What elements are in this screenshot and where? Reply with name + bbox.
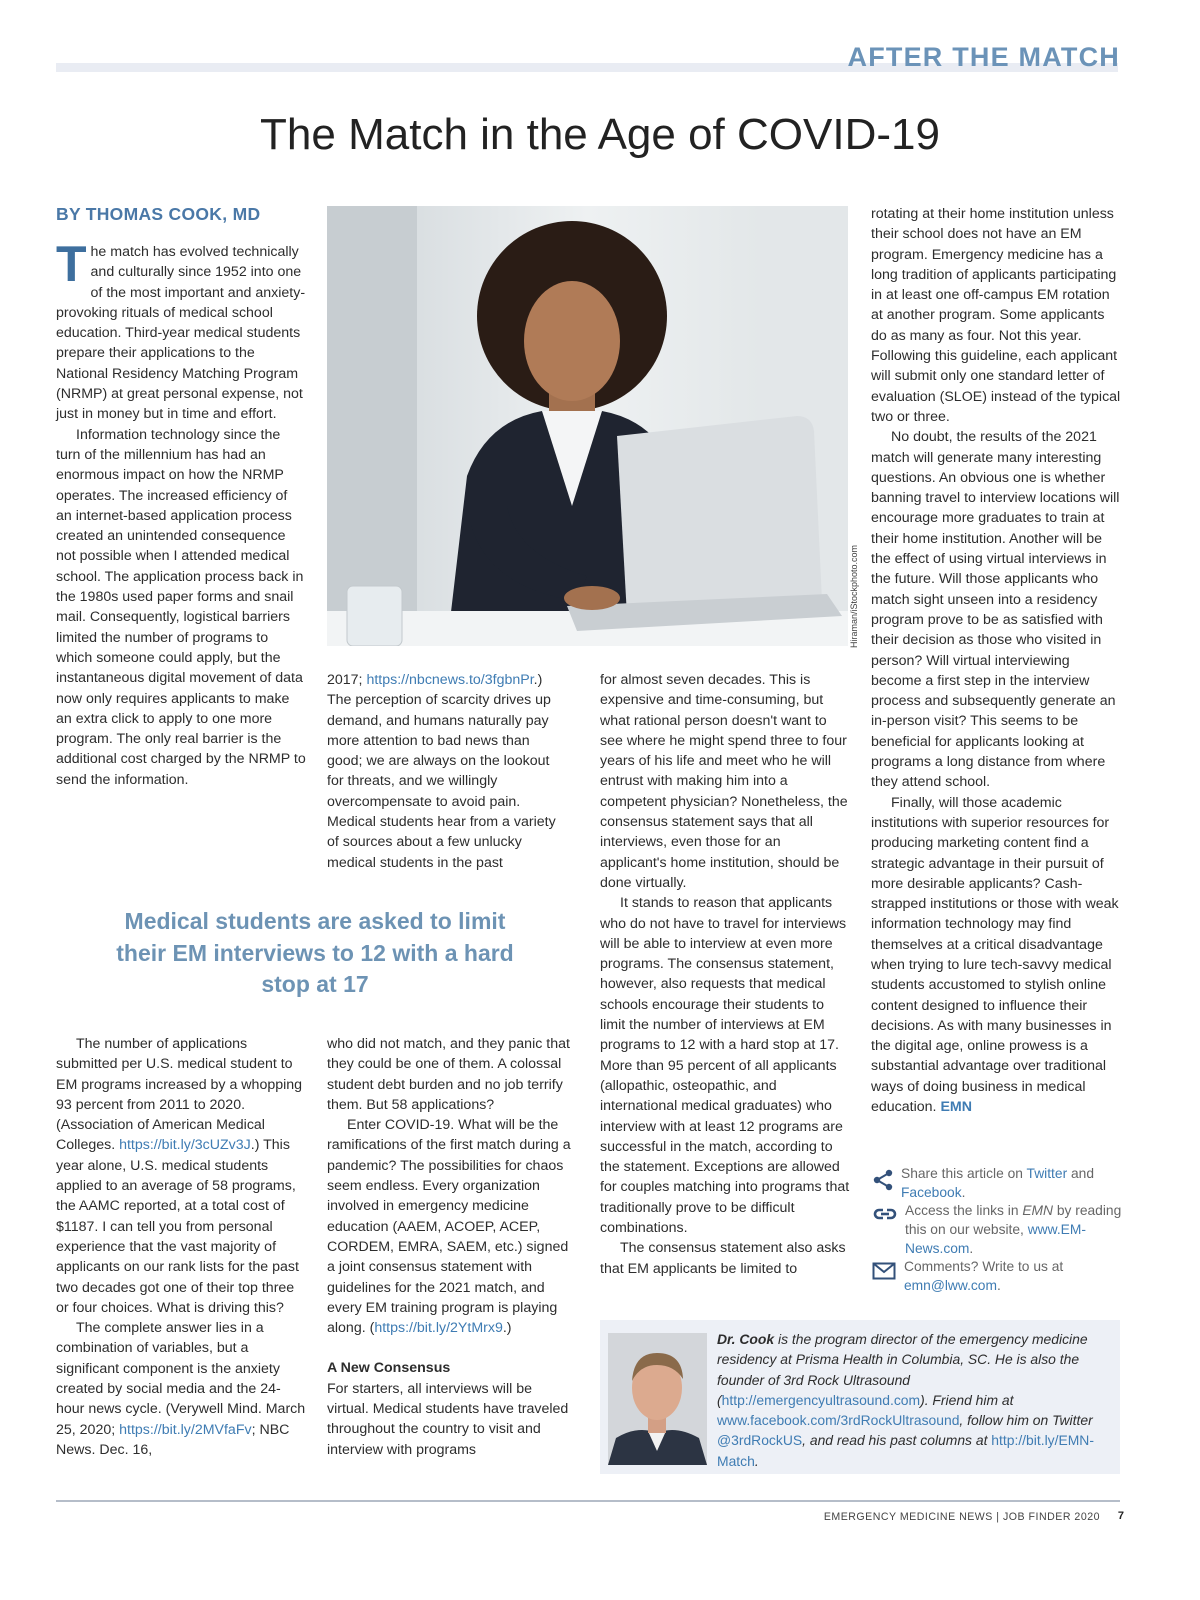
link-consensus[interactable]: https://bit.ly/2YtMrx9 xyxy=(374,1320,503,1337)
link-ultrasound[interactable]: http://emergencyultrasound.com xyxy=(721,1391,921,1408)
link-emn-match[interactable]: http://bit.ly/EMN-Match xyxy=(717,1432,1094,1469)
link-facebook-page[interactable]: www.facebook.com/3rdRockUltrasound xyxy=(717,1412,960,1429)
column-2-bottom: who did not match, and they panic that they could be one of them. A colossal student debt burden and no job terrify them. But 58 applications? Enter COVID-19. What will be the ramifications of the first match during a pandemic? The possibilities for chaos seem endless. Every organization involved in emergency medicine education (AAEM, ACOEP, ACEP, CORDEM, EMRA, SAEM, etc.) signed a joint consensus statement with guidelines for the 2021 match, and every EM training program is playing along. (https://bit.ly/2YtMrx9.) A New Consensus For starters, all interviews will be virtual. Medical students have traveled throughout the country to visit and interview with programs xyxy=(327,1034,577,1460)
article-title: The Match in the Age of COVID-19 xyxy=(260,110,940,159)
email-link[interactable]: emn@lww.com xyxy=(904,1278,997,1293)
paragraph: The consensus statement also asks that EM applicants be limited to xyxy=(600,1240,846,1277)
section-label: AFTER THE MATCH xyxy=(847,42,1120,72)
byline: BY THOMAS COOK, MD xyxy=(56,204,261,224)
facebook-link[interactable]: Facebook xyxy=(901,1185,962,1200)
paragraph: No doubt, the results of the 2021 match will generate many interesting questions. An obvious one is whether banning travel to interview locations will encourage more graduates to train at their home institution. Another will be the effect of using virtual interviews in the future. Will those applicants who match sight unseen into a residency program prove to be as satisfied with their decision as those who visited in person? Will virtual interviewing become a first step in the interview process and subsequently generate an in-person visit? This seems to be beneficial for applicants looking at programs a long distance from where they attend school. xyxy=(871,429,1120,791)
paragraph: rotating at their home institution unless their school does not have an EM program. Emergency medicine has a long tradition of applicants participating in at least one off-campus EM rotation at another program. Some applicants do as many as four. Not this year. Following this guideline, each applicant will submit only one standard letter of evaluation (SLOE) instead of the typical two or three. xyxy=(871,206,1121,425)
links-row: Access the links in EMN by reading this on our website, www.EM-News.com. xyxy=(872,1201,1122,1261)
column-4 xyxy=(871,204,1121,1117)
comments-row: Comments? Write to us at emn@lww.com. xyxy=(872,1257,1122,1297)
share-row: Share this article on Twitter and Facebook. xyxy=(872,1164,1122,1204)
paragraph: Finally, will those academic institutions with superior resources for producing marketing content find a strategic advantage in their pursuit of more desirable applicants? Cash-strapped institutions or those with weak information technology may find themselves at a critical disadvantage when trying to lure tech-savvy medical students accustomed to stylish online content designed to influence their decisions. As with many businesses in the digital age, online prowess is a substantial advantage over traditional ways of doing business in medical education. xyxy=(871,794,1119,1116)
page-number: 7 xyxy=(1117,1510,1124,1522)
column-3 xyxy=(600,670,850,1279)
photo-credit: Hiraman/iStockphoto.com xyxy=(849,544,859,648)
link-verywell[interactable]: https://bit.ly/2MVfaFv xyxy=(119,1421,252,1438)
mail-icon[interactable] xyxy=(872,1262,896,1280)
footer-rule xyxy=(56,1500,1120,1502)
column-1-top xyxy=(56,236,306,790)
twitter-link[interactable]: Twitter xyxy=(1026,1166,1068,1181)
share-icon[interactable] xyxy=(872,1169,894,1191)
paragraph: who did not match, and they panic that they could be one of them. A colossal student debt burden and no job terrify them. But 58 applications? xyxy=(327,1036,570,1113)
subhead-new-consensus: A New Consensus xyxy=(327,1360,451,1377)
link-chain-icon xyxy=(872,1205,898,1223)
link-nbcnews[interactable]: https://nbcnews.to/3fgbnPr xyxy=(366,672,534,688)
link-twitter-handle[interactable]: @3rdRockUS xyxy=(717,1432,803,1449)
link-aamc[interactable]: https://bit.ly/3cUZv3J xyxy=(119,1137,251,1154)
author-bio: Dr. Cook is the program director of the emergency medicine residency at Prisma Health in Columbia, SC. He is also the founder of 3rd Rock Ultrasound (http://emergencyultrasound.com). Friend him at www.facebook.com/3rdRockUltrasound, follow him on Twitter @3rdRockUS, and read his past columns at http://bit.ly/EMN-Match. xyxy=(717,1331,1094,1469)
article-photo-woman-laptop xyxy=(327,206,848,646)
intro-paragraph: he match has evolved technically and culturally since 1952 into one of the most important and anxiety-provoking rituals of medical school education. Third-year medical students prepare their applications to the National Residency Matching Program (NRMP) at great personal expense, not just in money but in time and effort. xyxy=(56,244,306,423)
website-link[interactable]: www.EM-News.com xyxy=(905,1222,1086,1256)
column-2-top: 2017; https://nbcnews.to/3fgbnPr.) The perception of scarcity drives up demand, and humans naturally pay more attention to bad news than good; we are always on the lookout for threats, and we willingly overcompensate to avoid pain. Medical students hear from a variety of sources about a few unlucky medical students in the past xyxy=(327,672,556,871)
paragraph: for almost seven decades. This is expensive and time-consuming, but what rational person doesn't want to see where he might spend three to four years of his life and meet who he will entrust with making him into a competent physician? Nonetheless, the consensus statement says that all interviews, even those for an applicant's home institution, should be done virtually. xyxy=(600,672,848,891)
paragraph: It stands to reason that applicants who do not have to travel for interviews will be able to interview at even more programs. The consensus statement, however, also requests that medical schools encourage their students to limit the number of interviews at EM programs to 12 with a hard stop at 17. More than 95 percent of all applicants (allopathic, osteopathic, and international medical graduates) who interview with at least 12 programs are successful in the match, according to the statement. Exceptions are allowed for couples matching into programs that traditionally prove to be difficult combinations. xyxy=(600,895,850,1237)
author-name: Dr. Cook xyxy=(717,1331,775,1347)
paragraph: For starters, all interviews will be virtual. Medical students have traveled throughout the country to visit and interview with programs xyxy=(327,1380,569,1458)
author-headshot xyxy=(608,1333,707,1465)
footer-publication: EMERGENCY MEDICINE NEWS | JOB FINDER 2020 xyxy=(823,1511,1100,1523)
pull-quote: Medical students are asked to limit their EM interviews to 12 with a hard stop at 17 xyxy=(116,908,514,997)
drop-cap: T xyxy=(56,236,87,292)
photo-illustration xyxy=(327,206,848,646)
column-1-bottom: The number of applications submitted per U.S. medical student to EM programs increased by a whopping 93 percent from 2011 to 2020. (Association of American Medical Colleges. https://bit.ly/3cUZv3J.) This year alone, U.S. medical students applied to an average of 58 programs, the AAMC reported, at a total cost of $1187. I can tell you from personal experience that the vast majority of applicants on our rank lists for the past two decades got one of their top three or four choices. What is driving this? The complete answer lies in a combination of variables, but a significant component is the anxiety created by social media and the 24-hour news cycle. (Verywell Mind. March 25, 2020; https://bit.ly/2MVfaFv; NBC News. Dec. 16, xyxy=(56,1036,306,1458)
emn-end-tag: EMN xyxy=(940,1099,972,1116)
headshot-illustration xyxy=(608,1333,707,1465)
paragraph: Information technology since the turn of the millennium has had an enormous impact on how the NRMP operates. The increased efficiency of an internet-based application process created an unintended consequence not possible when I attended medical school. The application process back in the 1980s used paper forms and snail mail. Consequently, logistical barriers limited the number of programs to which someone could apply, but the instantaneous digital movement of data now only requires applicants to make an extra click to apply to one more program. The only real barrier is the additional cost charged by the NRMP to send the information. xyxy=(56,426,306,788)
